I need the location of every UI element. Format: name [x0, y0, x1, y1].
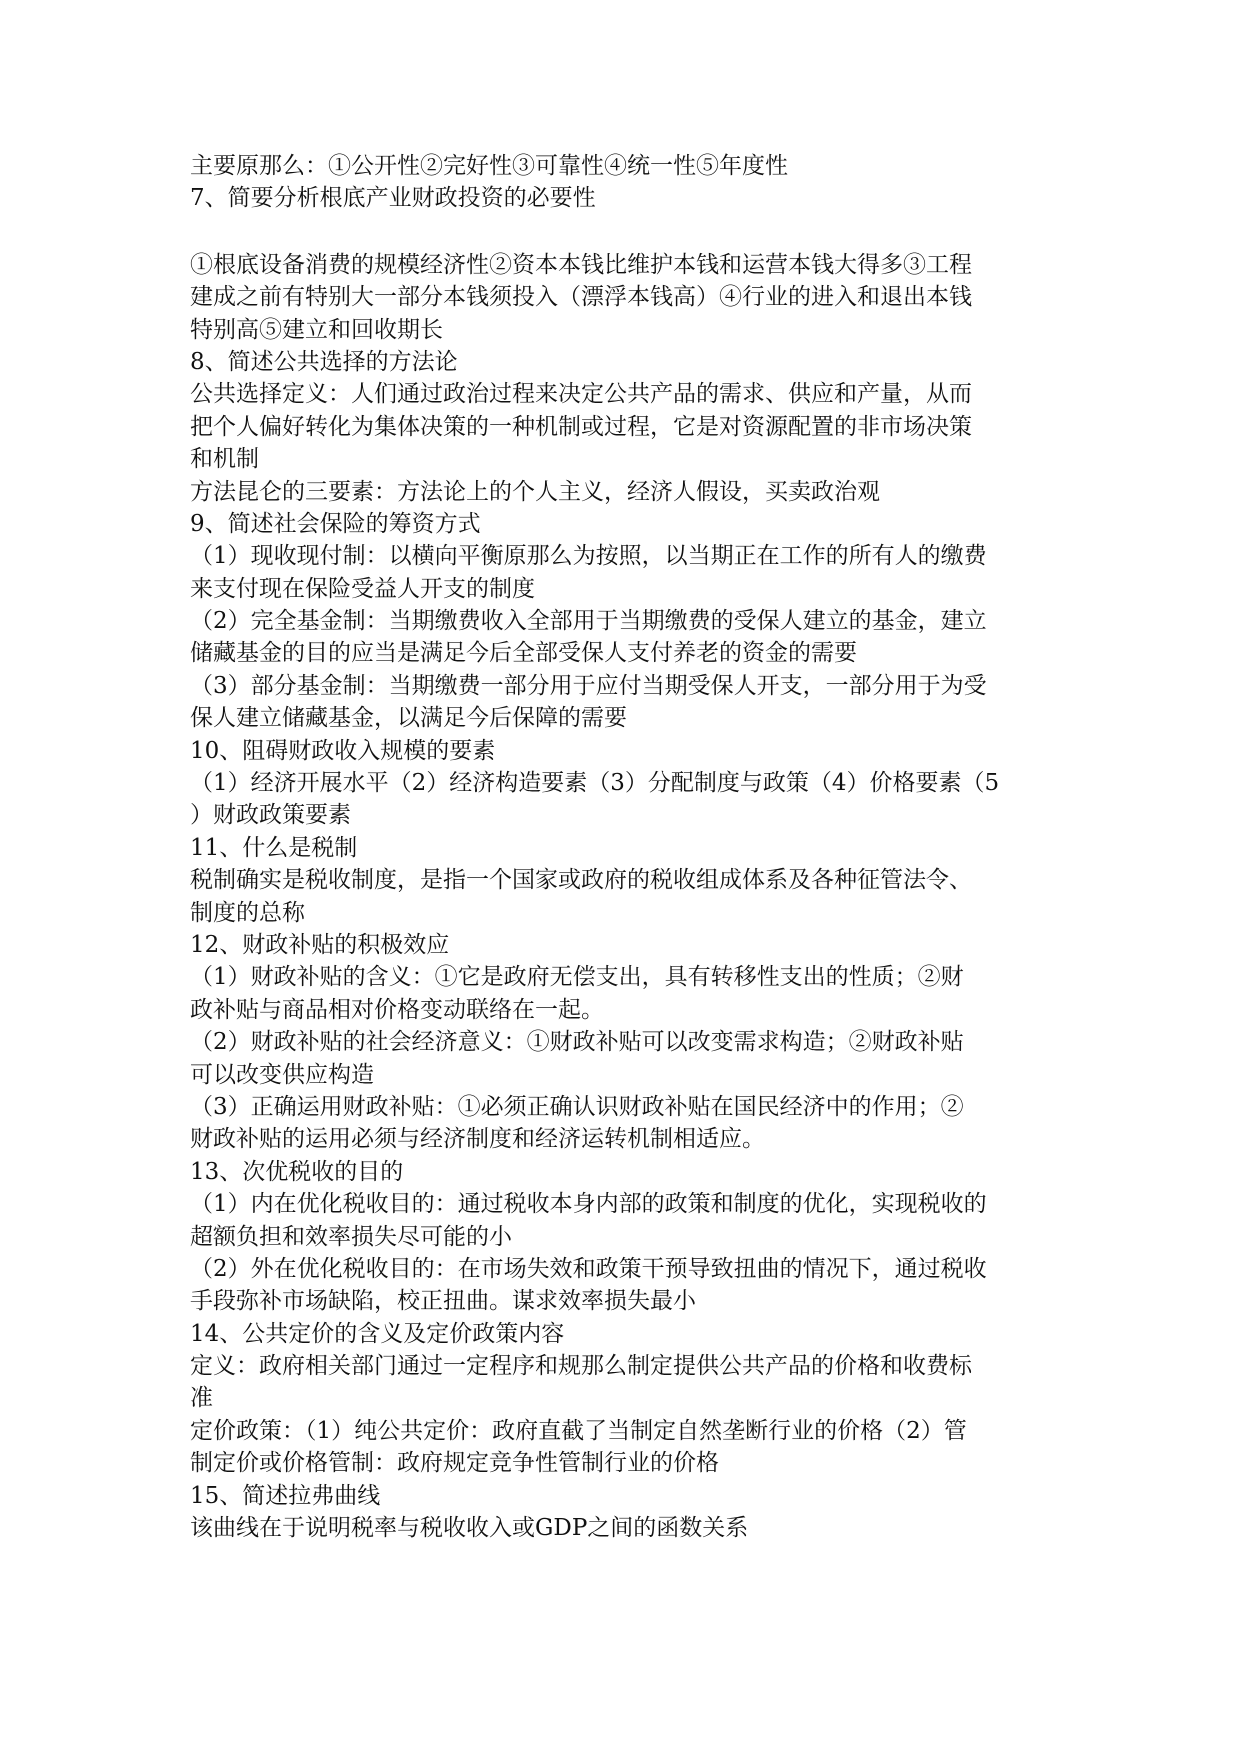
text-line: ）财政政策要素 [190, 802, 351, 829]
section-heading: 11、什么是税制 [190, 834, 358, 861]
section-heading: 10、阻碍财政收入规模的要素 [190, 737, 496, 764]
section-heading: 9、简述社会保险的筹资方式 [190, 510, 481, 537]
section-heading: 15、简述拉弗曲线 [190, 1482, 381, 1509]
text-line: 方法昆仑的三要素：方法论上的个人主义，经济人假设，买卖政治观 [190, 478, 880, 505]
section-heading: 7、简要分析根底产业财政投资的必要性 [190, 185, 596, 212]
text-line: ①根底设备消费的规模经济性②资本本钱比维护本钱和运营本钱大得多③工程 [190, 251, 972, 278]
text-line: 准 [190, 1385, 213, 1412]
text-line: 保人建立储藏基金，以满足今后保障的需要 [190, 705, 627, 732]
text-line: （1）经济开展水平（2）经济构造要素（3）分配制度与政策（4）价格要素（5 [190, 770, 1000, 797]
text-line: 政补贴与商品相对价格变动联络在一起。 [190, 996, 604, 1023]
blank-line [190, 215, 1070, 249]
text-line: 该曲线在于说明税率与税收收入或GDP之间的函数关系 [190, 1515, 749, 1542]
text-line: 定价政策：（1）纯公共定价：政府直截了当制定自然垄断行业的价格（2）管 [190, 1417, 967, 1444]
text-line: （2）财政补贴的社会经济意义：①财政补贴可以改变需求构造；②财政补贴 [190, 1029, 964, 1056]
text-line: 超额负担和效率损失尽可能的小 [190, 1223, 512, 1250]
text-line: 定义：政府相关部门通过一定程序和规那么制定提供公共产品的价格和收费标 [190, 1353, 972, 1380]
text-line: 财政补贴的运用必须与经济制度和经济运转机制相适应。 [190, 1126, 765, 1153]
section-heading: 8、简述公共选择的方法论 [190, 348, 458, 375]
document-page [190, 150, 1070, 1544]
section-heading: 14、公共定价的含义及定价政策内容 [190, 1320, 565, 1347]
text-line: 可以改变供应构造 [190, 1061, 374, 1088]
text-line: （2）完全基金制：当期缴费收入全部用于当期缴费的受保人建立的基金，建立 [190, 608, 987, 635]
text-line: 制度的总称 [190, 899, 305, 926]
text-line: （1）现收现付制：以横向平衡原那么为按照，以当期正在工作的所有人的缴费 [190, 543, 987, 570]
text-line: （3）部分基金制：当期缴费一部分用于应付当期受保人开支，一部分用于为受 [190, 672, 987, 699]
text-line: 公共选择定义：人们通过政治过程来决定公共产品的需求、供应和产量，从而 [190, 381, 972, 408]
text-line: 税制确实是税收制度，是指一个国家或政府的税收组成体系及各种征管法令、 [190, 867, 972, 894]
text-line: （1）财政补贴的含义：①它是政府无偿支出，具有转移性支出的性质；②财 [190, 964, 964, 991]
text-line: （3）正确运用财政补贴：①必须正确认识财政补贴在国民经济中的作用；② [190, 1093, 964, 1120]
text-line: 和机制 [190, 446, 259, 473]
text-line: 储藏基金的目的应当是满足今后全部受保人支付养老的资金的需要 [190, 640, 857, 667]
text-line: （2）外在优化税收目的：在市场失效和政策干预导致扭曲的情况下，通过税收 [190, 1255, 987, 1282]
text-line: 把个人偏好转化为集体决策的一种机制或过程，它是对资源配置的非市场决策 [190, 413, 972, 440]
text-line: 来支付现在保险受益人开支的制度 [190, 575, 535, 602]
text-line: 建成之前有特别大一部分本钱须投入（漂浮本钱高）④行业的进入和退出本钱 [190, 284, 972, 311]
text-line: （1）内在优化税收目的：通过税收本身内部的政策和制度的优化，实现税收的 [190, 1191, 987, 1218]
text-line: 手段弥补市场缺陷，校正扭曲。谋求效率损失最小 [190, 1288, 696, 1315]
text-line: 特别高⑤建立和回收期长 [190, 316, 443, 343]
text-line: 主要原那么：①公开性②完好性③可靠性④统一性⑤年度性 [190, 153, 788, 179]
section-heading: 13、次优税收的目的 [190, 1158, 404, 1185]
text-line: 制定价或价格管制：政府规定竞争性管制行业的价格 [190, 1450, 719, 1477]
section-heading: 12、财政补贴的积极效应 [190, 931, 450, 958]
